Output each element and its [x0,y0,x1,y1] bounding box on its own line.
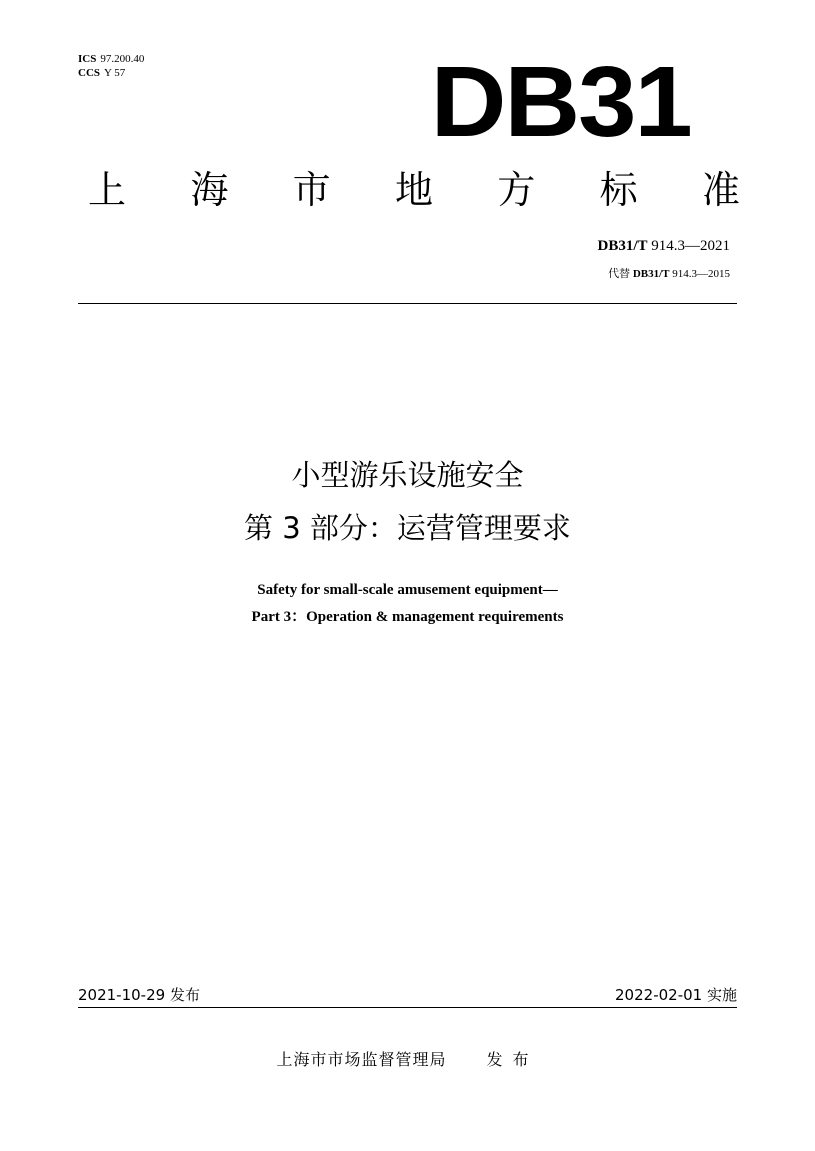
ics-line [78,52,144,66]
category-title-char: 海 [190,168,229,212]
standard-category-title [88,165,740,215]
bottom-divider [78,1007,737,1008]
ics-label: ICS [78,53,97,65]
category-title-char: 标 [599,168,638,212]
category-title-char: 准 [701,168,740,212]
release-date [78,984,200,1005]
replaces-value: 914.3—2015 [672,268,730,280]
ccs-line [78,66,144,80]
db31-logo: DB31 [430,46,691,158]
release-label: 发布 [169,986,200,1004]
replaces-standard [608,265,730,281]
category-title-char: 地 [394,168,433,212]
en-title-line2: Part 3：Operation & management requirements [251,609,564,625]
top-divider [78,303,737,304]
implement-label: 实施 [706,986,737,1004]
en-title-line1: Safety for small-scale amusement equipment— [257,582,558,598]
implement-date [615,984,737,1005]
standard-number [597,238,730,255]
zh-title-line1: 小型游乐设施安全 [291,458,524,492]
publisher [0,1047,815,1070]
zh-title-line2: 第 3 部分：运营管理要求 [244,511,571,545]
replaces-std: DB31/T [632,268,670,280]
ccs-label: CCS [78,67,101,79]
release-date-value: 2021-10-29 [78,986,166,1004]
standard-number-prefix: DB31/T [597,238,648,254]
standard-number-value: 914.3—2021 [651,238,730,254]
classification-codes [78,52,144,80]
replaces-prefix: 代替 [608,268,631,280]
implement-date-value: 2022-02-01 [615,986,703,1004]
ccs-value: Y 57 [104,67,126,79]
publisher-action: 发布 [486,1050,539,1069]
publisher-name: 上海市市场监督管理局 [276,1050,447,1069]
ics-value: 97.200.40 [100,53,145,65]
category-title-char: 方 [497,168,536,212]
category-title-char: 上 [88,168,127,212]
category-title-char: 市 [292,168,331,212]
